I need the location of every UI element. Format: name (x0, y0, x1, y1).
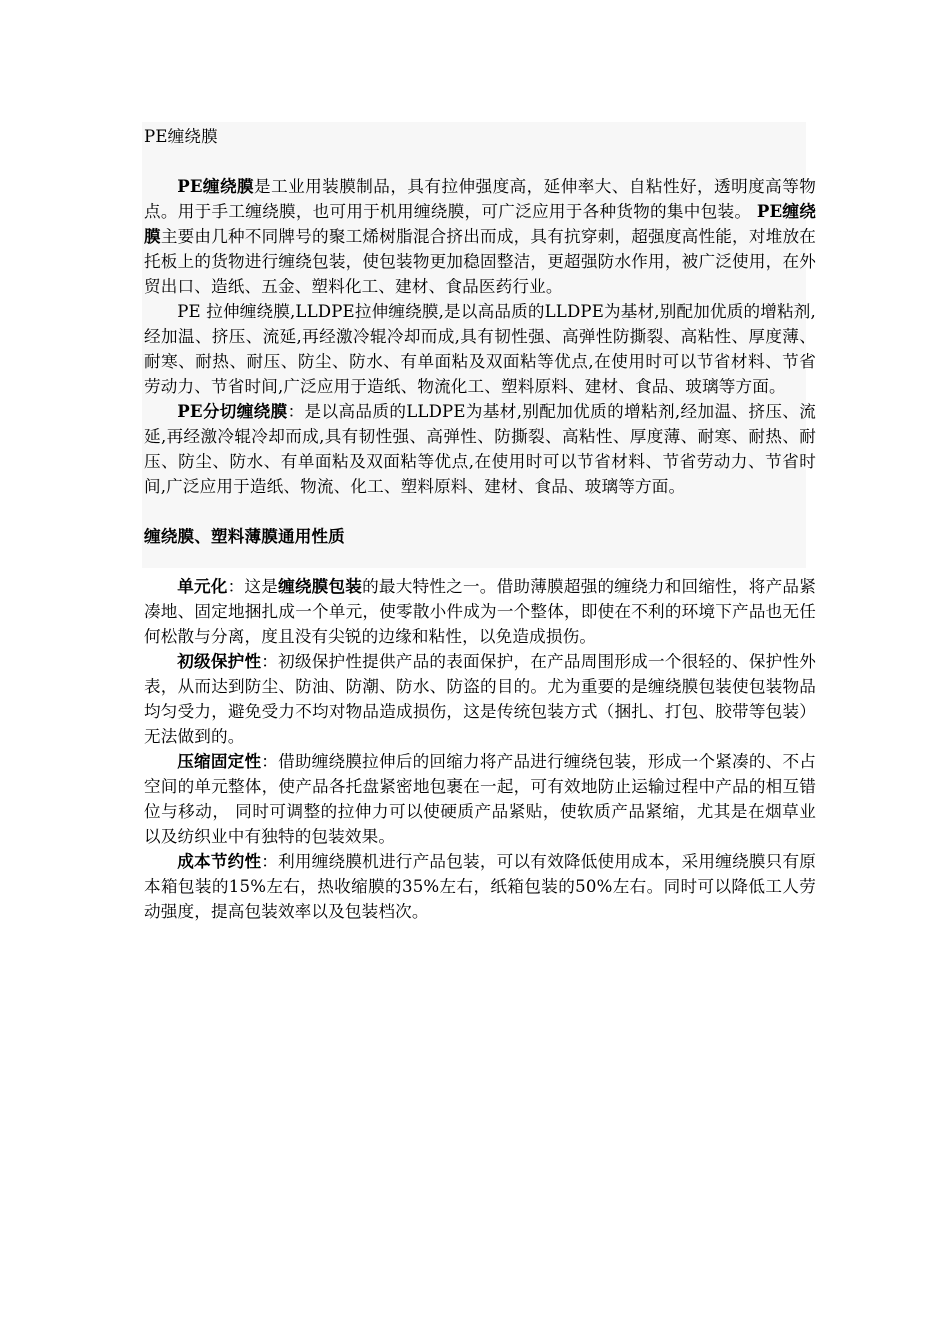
term-unitization: 单元化 (177, 576, 228, 596)
paragraph-cost: 成本节约性：利用缠绕膜机进行产品包装，可以有效降低使用成本，采用缠绕膜只有原本箱包装的15%左右，热收缩膜的35%左右，纸箱包装的50%左右。同时可以降低工人劳动强度，提高包装效率以及包装档次。 (144, 851, 817, 921)
document-title: PE缠绕膜 (144, 127, 218, 146)
paragraph-intro: PE缠绕膜是工业用装膜制品，具有拉伸强度高，延伸率大、自粘性好，透明度高等物点。用于手工缠绕膜，也可用于机用缠绕膜，可广泛应用于各种货物的集中包装。 PE缠绕膜主要由几种不同牌号的聚工烯树脂混合挤出而成，具有抗穿刺，超强度高性能，对堆放在托板上的货物进行缠绕包装，使包装物更加稳固整洁，更超强防水作用，被广泛使用，在外贸出口、造纸、五金、塑料化工、建材、食品医药行业。 (144, 176, 816, 296)
term-protection: 初级保护性 (177, 651, 262, 671)
term-pe-film: PE缠绕膜 (177, 176, 255, 196)
term-compression: 压缩固定性 (177, 751, 262, 771)
paragraph-unitization: 单元化：这是缠绕膜包装的最大特性之一。借助薄膜超强的缠绕力和回缩性，将产品紧凑地、固定地捆扎成一个单元，使零散小件成为一个整体，即使在不利的环境下产品也无任何松散与分离，度且没有尖锐的边缘和粘性，以免造成损伤。 (144, 576, 816, 646)
term-cost: 成本节约性 (177, 851, 262, 871)
term-wrap-packaging: 缠绕膜包装 (278, 576, 363, 596)
term-pe-film-2: PE缠绕膜 (144, 201, 816, 246)
document-body (144, 124, 816, 924)
paragraph-protection: 初级保护性：初级保护性提供产品的表面保护，在产品周围形成一个很轻的、保护性外表，从而达到防尘、防油、防潮、防水、防盗的目的。尤为重要的是缠绕膜包装使包装物品均匀受力，避免受力不均对物品造成损伤，这是传统包装方式（捆扎、打包、胶带等包装）无法做到的。 (144, 651, 817, 746)
paragraph-slitting: PE分切缠绕膜：是以高品质的LLDPE为基材,别配加优质的增粘剂,经加温、挤压、流延,再经激冷辊冷却而成,具有韧性强、高弹性、防撕裂、高粘性、厚度薄、耐寒、耐热、耐压、防尘、防水、有单面粘及双面粘等优点,在使用时可以节省材料、节省劳动力、节省时间,广泛应用于造纸、物流、化工、塑料原料、建材、食品、玻璃等方面。 (144, 401, 816, 496)
term-slitting-film: PE分切缠绕膜 (177, 401, 288, 421)
paragraph-lldpe: PE 拉伸缠绕膜,LLDPE拉伸缠绕膜,是以高品质的LLDPE为基材,别配加优质的增粘剂,经加温、挤压、流延,再经激冷辊冷却而成,具有韧性强、高弹性防撕裂、高粘性、厚度薄、耐寒、耐热、耐压、防尘、防水、有单面粘及双面粘等优点,在使用时可以节省材料、节省劳动力、节省时间,广泛应用于造纸、物流化工、塑料原料、建材、食品、玻璃等方面。 (144, 302, 816, 396)
section-heading: 缠绕膜、塑料薄膜通用性质 (144, 526, 345, 546)
paragraph-compression: 压缩固定性：借助缠绕膜拉伸后的回缩力将产品进行缠绕包装，形成一个紧凑的、不占空间的单元整体，使产品各托盘紧密地包裹在一起，可有效地防止运输过程中产品的相互错位与移动， 同时可调整的拉伸力可以使硬质产品紧贴，使软质产品紧缩，尤其是在烟草业以及纺织业中有独特的包装效果。 (144, 751, 817, 846)
